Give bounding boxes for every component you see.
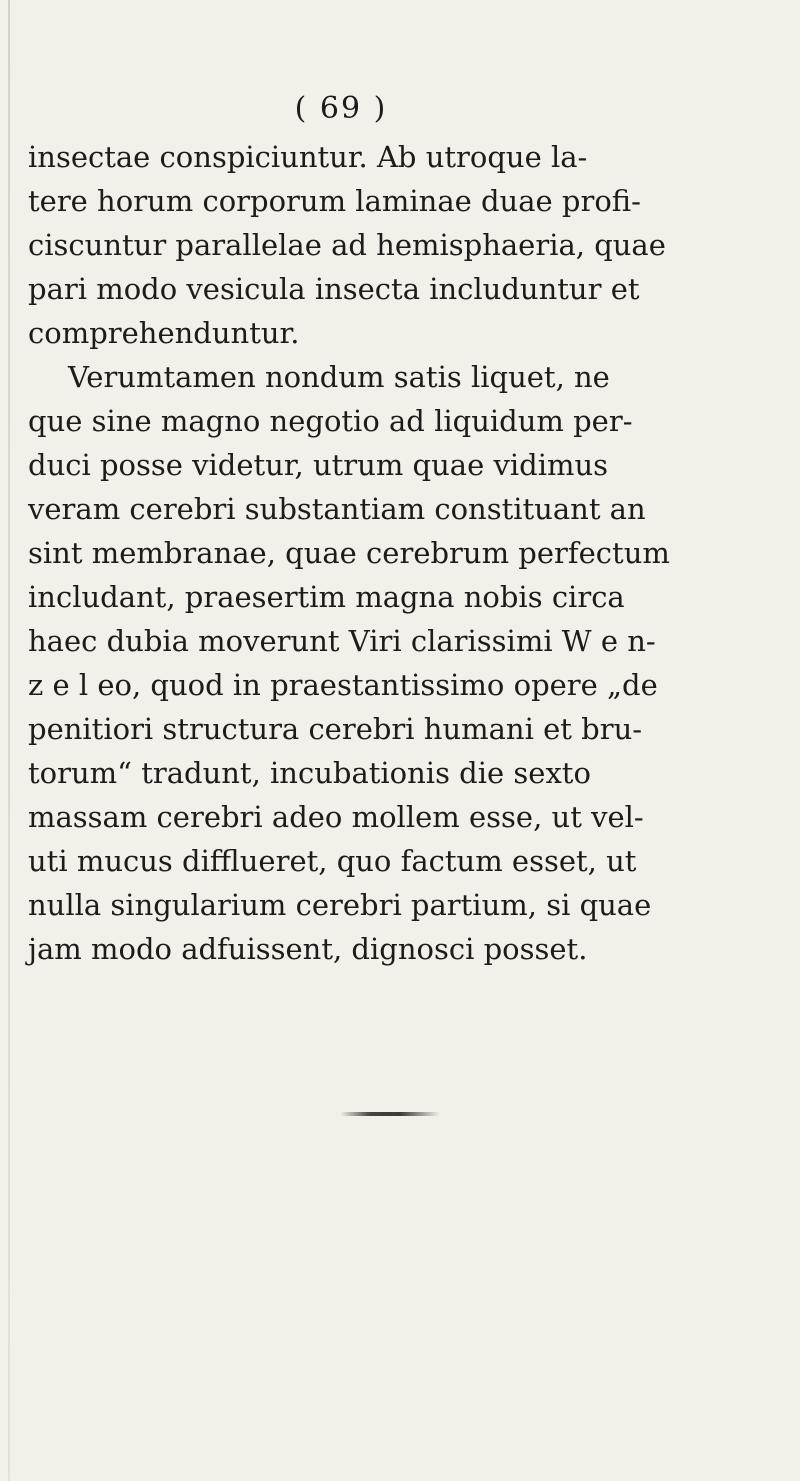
- text-line: duci posse videtur, utrum quae vidimus: [28, 448, 609, 482]
- body-text: [28, 135, 788, 971]
- text-line: veram cerebri substantiam constituant an: [28, 492, 646, 526]
- text-line: pari modo vesicula insecta includuntur et: [28, 272, 640, 306]
- text-line: sint membranae, quae cerebrum perfectum: [28, 536, 670, 570]
- page-number: ( 69 ): [294, 91, 388, 126]
- text-line: penitiori structura cerebri humani et bru-: [28, 712, 643, 746]
- text-line: z e l eo, quod in praestantissimo opere „de: [28, 668, 658, 702]
- text-line: ciscuntur parallelae ad hemisphaeria, quae: [28, 228, 666, 262]
- paragraph-start-line: Verumtamen nondum satis liquet, ne: [68, 360, 610, 394]
- text-line: uti mucus difflueret, quo factum esset, ut: [28, 844, 637, 878]
- page-edge-shadow: [8, 0, 10, 1481]
- text-line: haec dubia moverunt Viri clarissimi W e n-: [28, 624, 656, 658]
- text-line: comprehenduntur.: [28, 316, 300, 350]
- text-line: que sine magno negotio ad liquidum per-: [28, 404, 633, 438]
- text-line: nulla singularium cerebri partium, si quae: [28, 888, 652, 922]
- text-line: insectae conspiciuntur. Ab utroque la-: [28, 140, 588, 174]
- text-line: massam cerebri adeo mollem esse, ut vel-: [28, 800, 644, 834]
- text-line: jam modo adfuissent, dignosci posset.: [28, 932, 588, 966]
- closing-rule-ornament: [340, 1112, 440, 1116]
- text-line: includant, praesertim magna nobis circa: [28, 580, 625, 614]
- text-line: torum“ tradunt, incubationis die sexto: [28, 756, 591, 790]
- text-line: tere horum corporum laminae duae profi-: [28, 184, 641, 218]
